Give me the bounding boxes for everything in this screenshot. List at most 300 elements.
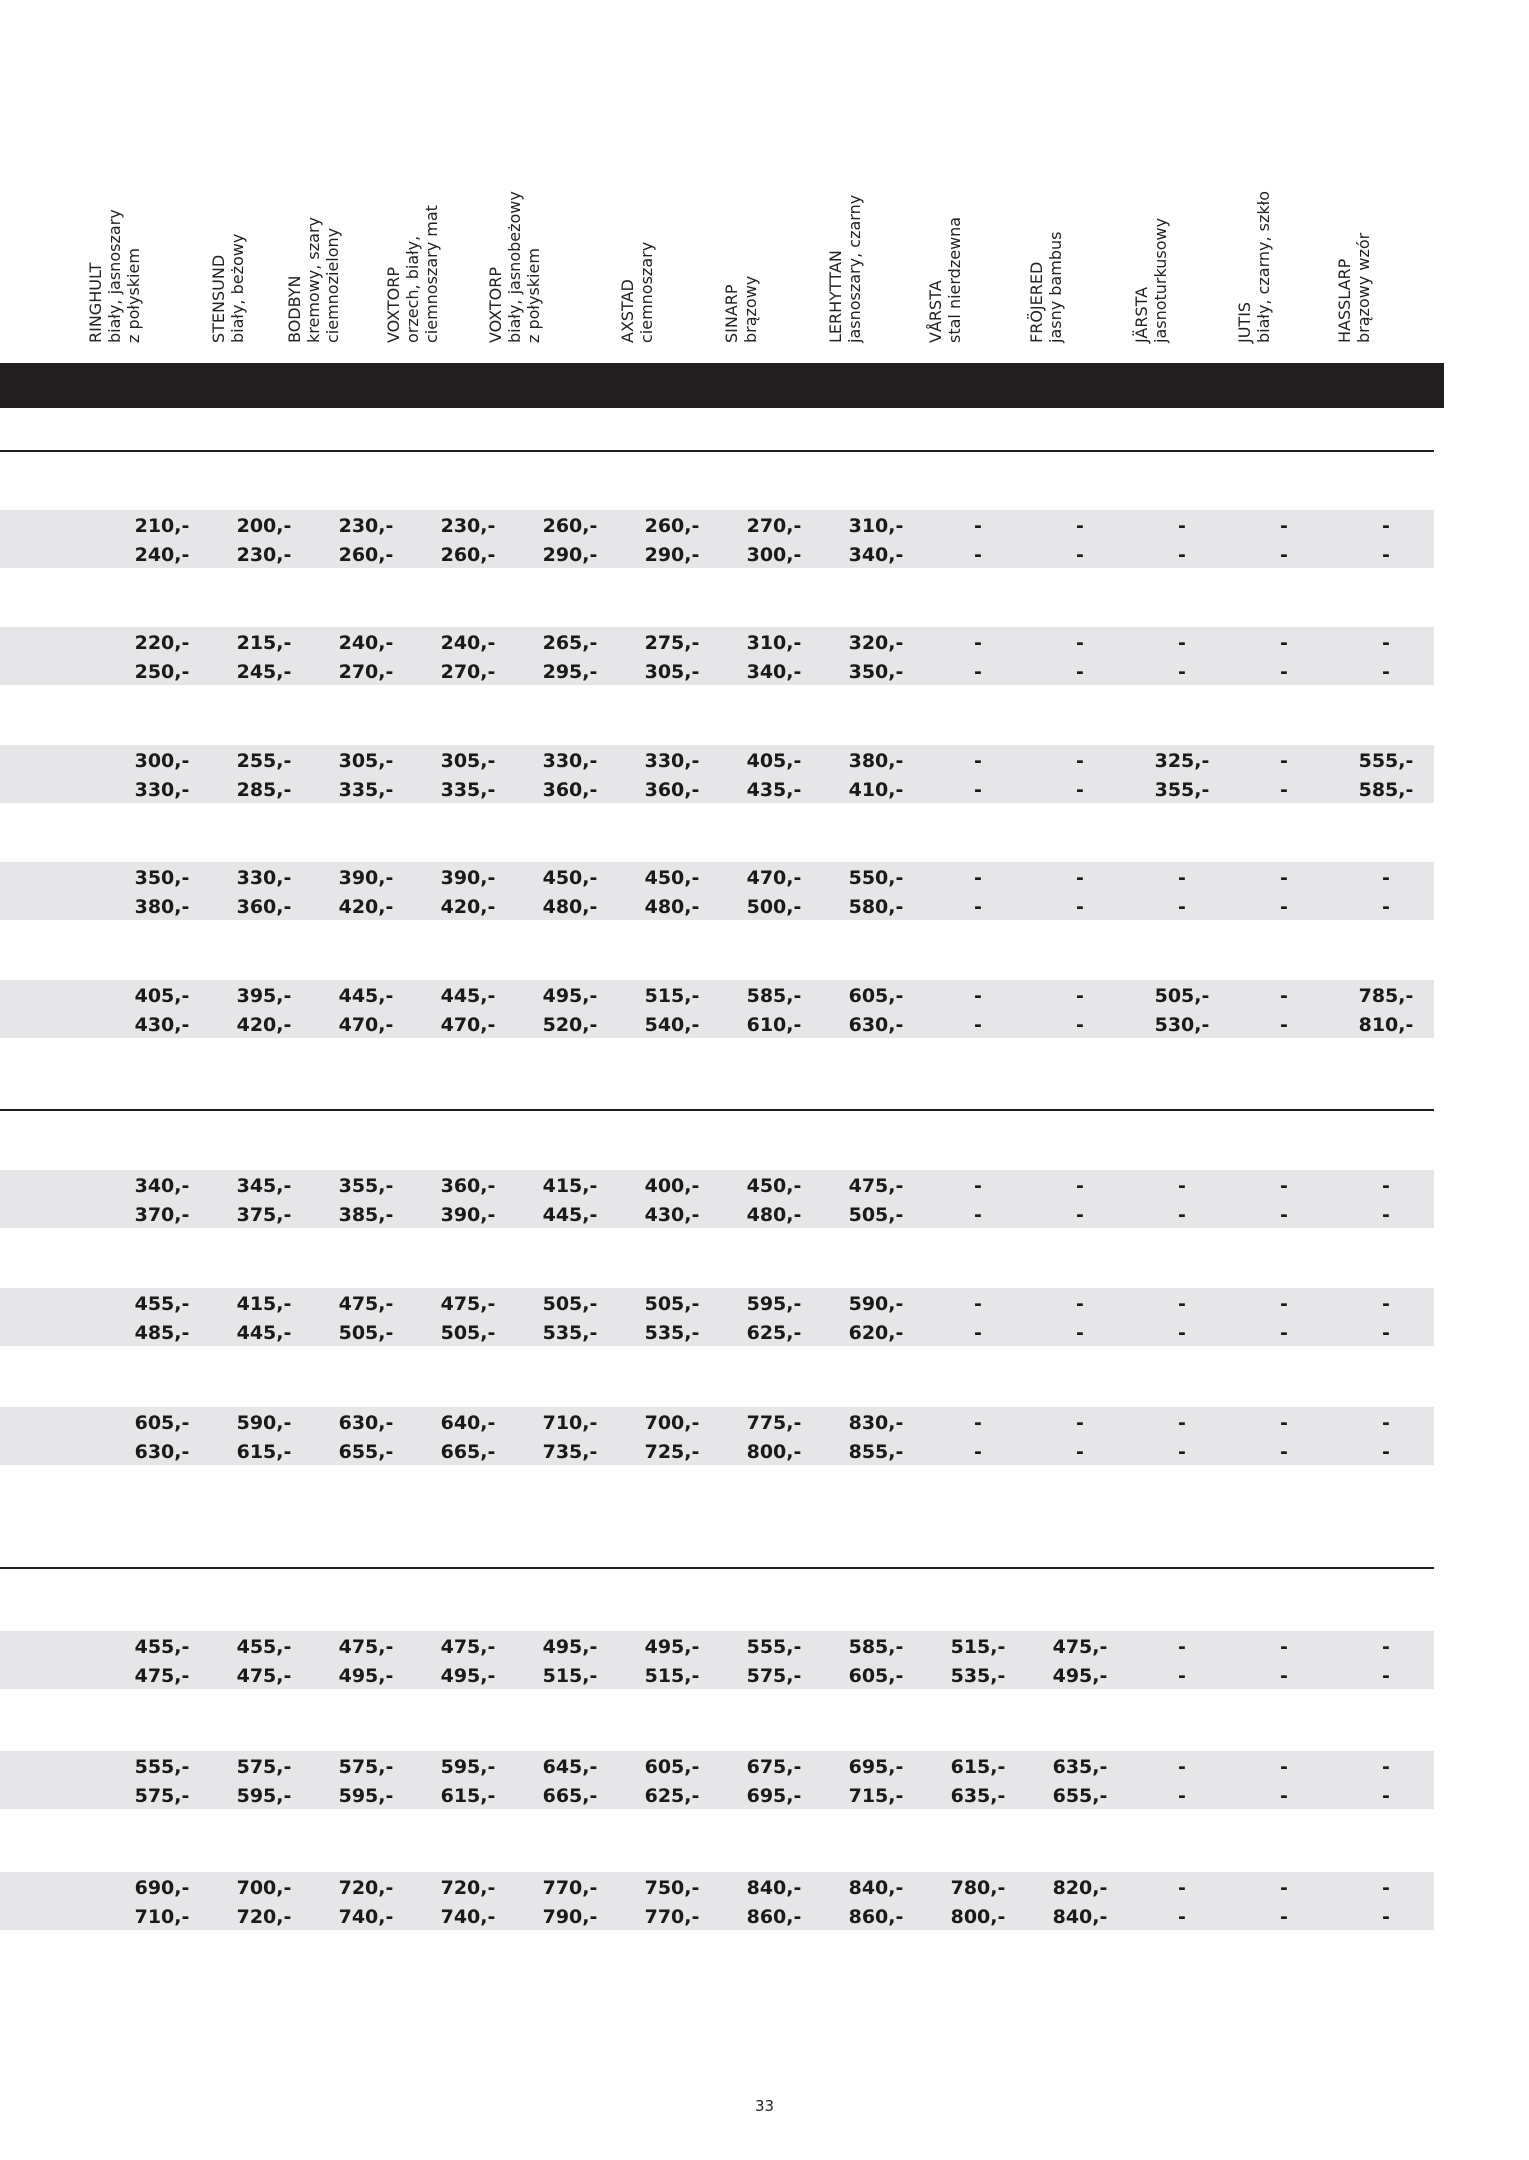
price-cell: 295,-: [542, 661, 598, 683]
price-cell: -: [974, 632, 982, 654]
price-cell: 800,-: [746, 1441, 802, 1463]
price-cell: 640,-: [440, 1412, 496, 1434]
price-cell: 700,-: [644, 1412, 700, 1434]
price-cell: 500,-: [746, 896, 802, 918]
price-cell: 275,-: [644, 632, 700, 654]
price-cell: 495,-: [542, 985, 598, 1007]
price-cell: 515,-: [644, 1665, 700, 1687]
price-cell: -: [1280, 1441, 1288, 1463]
price-cell: -: [1178, 867, 1186, 889]
price-cell: -: [1076, 1293, 1084, 1315]
price-cell: -: [1280, 544, 1288, 566]
price-cell: 585,-: [1358, 779, 1414, 801]
price-cell: -: [1178, 896, 1186, 918]
section-divider: [0, 1567, 1434, 1569]
price-cell: 605,-: [134, 1412, 190, 1434]
price-cell: -: [1076, 985, 1084, 1007]
price-cell: -: [974, 779, 982, 801]
price-cell: -: [1382, 1412, 1390, 1434]
section-divider: [0, 1109, 1434, 1111]
price-cell: 310,-: [848, 515, 904, 537]
price-cell: 495,-: [1052, 1665, 1108, 1687]
price-cell: -: [1382, 1441, 1390, 1463]
price-cell: -: [1076, 779, 1084, 801]
price-cell: -: [1076, 544, 1084, 566]
price-cell: 470,-: [746, 867, 802, 889]
price-cell: -: [1280, 1322, 1288, 1344]
column-header-name: SINARP: [722, 284, 741, 343]
price-cell: -: [1280, 661, 1288, 683]
price-cell: 495,-: [542, 1636, 598, 1658]
price-cell: 655,-: [1052, 1785, 1108, 1807]
price-cell: -: [974, 1014, 982, 1036]
price-cell: 770,-: [542, 1877, 598, 1899]
price-cell: -: [974, 750, 982, 772]
page-number: 33: [754, 2097, 775, 2115]
price-cell: 495,-: [644, 1636, 700, 1658]
price-cell: -: [1280, 515, 1288, 537]
price-cell: 830,-: [848, 1412, 904, 1434]
column-header-description: biały, jasnoszary: [105, 209, 124, 343]
price-cell: 400,-: [644, 1175, 700, 1197]
price-cell: -: [1076, 750, 1084, 772]
column-header-name: HASSLARP: [1335, 258, 1354, 343]
price-cell: 345,-: [236, 1175, 292, 1197]
column-header-description: jasnoszary, czarny: [845, 194, 864, 343]
price-cell: 445,-: [338, 985, 394, 1007]
price-cell: 480,-: [746, 1204, 802, 1226]
price-cell: 505,-: [1154, 985, 1210, 1007]
price-cell: -: [1076, 1204, 1084, 1226]
price-cell: -: [1280, 1636, 1288, 1658]
price-cell: 580,-: [848, 896, 904, 918]
price-cell: 355,-: [338, 1175, 394, 1197]
price-cell: 330,-: [644, 750, 700, 772]
price-cell: -: [974, 1322, 982, 1344]
price-cell: -: [1382, 1785, 1390, 1807]
price-cell: 290,-: [542, 544, 598, 566]
price-cell: -: [1280, 867, 1288, 889]
price-cell: 695,-: [848, 1756, 904, 1778]
column-header-description: brązowy: [741, 275, 760, 343]
price-cell: 590,-: [236, 1412, 292, 1434]
price-cell: 575,-: [746, 1665, 802, 1687]
column-header-name: JÄRSTA: [1132, 286, 1151, 343]
price-cell: -: [1382, 1906, 1390, 1928]
price-cell: 595,-: [338, 1785, 394, 1807]
price-cell: 475,-: [440, 1636, 496, 1658]
price-cell: 550,-: [848, 867, 904, 889]
price-cell: 820,-: [1052, 1877, 1108, 1899]
price-cell: 220,-: [134, 632, 190, 654]
price-cell: 735,-: [542, 1441, 598, 1463]
price-cell: -: [1280, 750, 1288, 772]
price-cell: 630,-: [338, 1412, 394, 1434]
price-cell: 810,-: [1358, 1014, 1414, 1036]
price-cell: 840,-: [1052, 1906, 1108, 1928]
header-bar: [0, 363, 1444, 408]
price-cell: -: [1178, 1906, 1186, 1928]
price-cell: 790,-: [542, 1906, 598, 1928]
price-cell: -: [1076, 632, 1084, 654]
price-cell: -: [974, 1293, 982, 1315]
price-cell: 430,-: [134, 1014, 190, 1036]
price-cell: 700,-: [236, 1877, 292, 1899]
price-cell: 520,-: [542, 1014, 598, 1036]
price-cell: 455,-: [236, 1636, 292, 1658]
price-cell: 360,-: [542, 779, 598, 801]
price-cell: 695,-: [746, 1785, 802, 1807]
price-cell: -: [1178, 1204, 1186, 1226]
price-cell: 575,-: [236, 1756, 292, 1778]
price-cell: 665,-: [440, 1441, 496, 1463]
price-cell: 270,-: [440, 661, 496, 683]
price-cell: 415,-: [542, 1175, 598, 1197]
price-cell: -: [1280, 632, 1288, 654]
price-cell: 605,-: [644, 1756, 700, 1778]
column-header-description: z połyskiem: [524, 248, 543, 343]
price-cell: -: [1178, 1636, 1186, 1658]
price-cell: 290,-: [644, 544, 700, 566]
price-cell: 595,-: [236, 1785, 292, 1807]
price-cell: 505,-: [848, 1204, 904, 1226]
price-cell: -: [1076, 896, 1084, 918]
price-cell: -: [1178, 1175, 1186, 1197]
price-cell: 455,-: [134, 1293, 190, 1315]
price-cell: 505,-: [542, 1293, 598, 1315]
price-cell: 360,-: [440, 1175, 496, 1197]
price-cell: 380,-: [848, 750, 904, 772]
price-cell: -: [1382, 1293, 1390, 1315]
price-cell: 475,-: [338, 1293, 394, 1315]
price-cell: -: [974, 1204, 982, 1226]
price-cell: 860,-: [848, 1906, 904, 1928]
price-cell: 445,-: [236, 1322, 292, 1344]
price-cell: -: [1280, 1665, 1288, 1687]
price-cell: 300,-: [134, 750, 190, 772]
price-cell: -: [1178, 1756, 1186, 1778]
price-cell: 450,-: [746, 1175, 802, 1197]
column-header-name: STENSUND: [209, 254, 228, 343]
price-cell: 260,-: [338, 544, 394, 566]
price-cell: -: [1280, 1906, 1288, 1928]
price-cell: 390,-: [338, 867, 394, 889]
price-cell: -: [1280, 1204, 1288, 1226]
price-cell: -: [1280, 1785, 1288, 1807]
price-cell: 535,-: [644, 1322, 700, 1344]
price-cell: -: [974, 985, 982, 1007]
column-header-name: VOXTORP: [486, 266, 505, 343]
price-cell: 360,-: [236, 896, 292, 918]
price-cell: -: [974, 1441, 982, 1463]
price-cell: -: [1382, 661, 1390, 683]
price-cell: 265,-: [542, 632, 598, 654]
price-cell: -: [1178, 1412, 1186, 1434]
price-cell: 480,-: [542, 896, 598, 918]
price-cell: 575,-: [338, 1756, 394, 1778]
price-cell: -: [1280, 779, 1288, 801]
price-cell: 470,-: [338, 1014, 394, 1036]
price-cell: 330,-: [236, 867, 292, 889]
price-cell: 260,-: [542, 515, 598, 537]
column-header-name: RINGHULT: [86, 262, 105, 343]
price-cell: 740,-: [338, 1906, 394, 1928]
price-cell: 535,-: [950, 1665, 1006, 1687]
price-cell: 475,-: [1052, 1636, 1108, 1658]
price-cell: -: [1382, 1877, 1390, 1899]
price-cell: 505,-: [440, 1322, 496, 1344]
price-cell: 750,-: [644, 1877, 700, 1899]
price-cell: 310,-: [746, 632, 802, 654]
column-header-name: VÅRSTA: [926, 280, 945, 343]
price-cell: 385,-: [338, 1204, 394, 1226]
price-cell: 715,-: [848, 1785, 904, 1807]
price-cell: 515,-: [542, 1665, 598, 1687]
price-cell: -: [1178, 661, 1186, 683]
price-cell: 690,-: [134, 1877, 190, 1899]
column-header-description: biały, beżowy: [228, 233, 247, 343]
price-cell: 635,-: [950, 1785, 1006, 1807]
price-cell: -: [1178, 1441, 1186, 1463]
price-cell: -: [1280, 1293, 1288, 1315]
column-header-description: biały, jasnobeżowy: [505, 191, 524, 343]
price-cell: -: [1280, 896, 1288, 918]
section-divider: [0, 450, 1434, 452]
price-cell: 430,-: [644, 1204, 700, 1226]
price-cell: 770,-: [644, 1906, 700, 1928]
price-cell: 300,-: [746, 544, 802, 566]
price-cell: -: [1382, 867, 1390, 889]
price-cell: 350,-: [848, 661, 904, 683]
price-cell: 480,-: [644, 896, 700, 918]
price-cell: 555,-: [746, 1636, 802, 1658]
price-cell: 405,-: [134, 985, 190, 1007]
price-cell: 450,-: [542, 867, 598, 889]
price-cell: 475,-: [134, 1665, 190, 1687]
price-cell: 255,-: [236, 750, 292, 772]
price-cell: 405,-: [746, 750, 802, 772]
price-cell: 725,-: [644, 1441, 700, 1463]
price-cell: 230,-: [440, 515, 496, 537]
price-cell: 215,-: [236, 632, 292, 654]
price-cell: 380,-: [134, 896, 190, 918]
price-cell: 855,-: [848, 1441, 904, 1463]
column-header-description: ciemnoszary: [637, 241, 656, 343]
column-header-name: AXSTAD: [618, 279, 637, 343]
price-cell: 445,-: [542, 1204, 598, 1226]
column-header-description: jasnoturkusowy: [1151, 217, 1170, 343]
price-cell: 540,-: [644, 1014, 700, 1036]
price-cell: 595,-: [746, 1293, 802, 1315]
price-cell: 615,-: [236, 1441, 292, 1463]
price-cell: 420,-: [440, 896, 496, 918]
price-cell: -: [1178, 515, 1186, 537]
price-cell: -: [1382, 1322, 1390, 1344]
price-cell: 335,-: [440, 779, 496, 801]
price-cell: 495,-: [440, 1665, 496, 1687]
column-header-name: FRÖJERED: [1027, 261, 1046, 343]
price-cell: -: [974, 1412, 982, 1434]
price-cell: -: [1280, 1412, 1288, 1434]
price-cell: 420,-: [236, 1014, 292, 1036]
price-cell: 240,-: [134, 544, 190, 566]
price-cell: 350,-: [134, 867, 190, 889]
price-cell: -: [1178, 1322, 1186, 1344]
column-header-description: brązowy wzór: [1354, 232, 1373, 343]
price-cell: 625,-: [746, 1322, 802, 1344]
column-header-description: z połyskiem: [124, 248, 143, 343]
price-cell: 335,-: [338, 779, 394, 801]
price-cell: 475,-: [848, 1175, 904, 1197]
price-cell: 340,-: [134, 1175, 190, 1197]
price-cell: 625,-: [644, 1785, 700, 1807]
price-cell: -: [1076, 1322, 1084, 1344]
price-cell: 390,-: [440, 867, 496, 889]
price-cell: 665,-: [542, 1785, 598, 1807]
price-cell: 555,-: [1358, 750, 1414, 772]
price-cell: 330,-: [134, 779, 190, 801]
price-cell: -: [974, 1175, 982, 1197]
price-cell: 355,-: [1154, 779, 1210, 801]
price-cell: 535,-: [542, 1322, 598, 1344]
price-cell: 620,-: [848, 1322, 904, 1344]
price-cell: -: [1178, 1785, 1186, 1807]
price-cell: 775,-: [746, 1412, 802, 1434]
price-cell: -: [974, 661, 982, 683]
price-cell: 710,-: [542, 1412, 598, 1434]
price-cell: -: [1382, 515, 1390, 537]
price-cell: 615,-: [950, 1756, 1006, 1778]
price-cell: 740,-: [440, 1906, 496, 1928]
price-cell: 390,-: [440, 1204, 496, 1226]
price-cell: -: [1280, 1877, 1288, 1899]
price-cell: 610,-: [746, 1014, 802, 1036]
price-cell: -: [1280, 1014, 1288, 1036]
price-cell: 305,-: [644, 661, 700, 683]
column-header-name: LERHYTTAN: [826, 250, 845, 343]
price-cell: 605,-: [848, 1665, 904, 1687]
column-header-description: ciemnozielony: [323, 227, 342, 343]
price-cell: 780,-: [950, 1877, 1006, 1899]
price-cell: -: [1382, 544, 1390, 566]
column-header-name: VOXTORP: [384, 266, 403, 343]
price-cell: 320,-: [848, 632, 904, 654]
price-cell: 420,-: [338, 896, 394, 918]
price-cell: -: [1076, 1412, 1084, 1434]
price-cell: 635,-: [1052, 1756, 1108, 1778]
price-cell: 575,-: [134, 1785, 190, 1807]
price-cell: 445,-: [440, 985, 496, 1007]
price-cell: 840,-: [848, 1877, 904, 1899]
price-cell: -: [974, 896, 982, 918]
price-cell: 240,-: [338, 632, 394, 654]
price-cell: 245,-: [236, 661, 292, 683]
price-cell: -: [1382, 1175, 1390, 1197]
price-cell: -: [974, 867, 982, 889]
price-cell: -: [1280, 985, 1288, 1007]
price-cell: 270,-: [746, 515, 802, 537]
price-cell: -: [1280, 1175, 1288, 1197]
price-cell: 675,-: [746, 1756, 802, 1778]
price-cell: 250,-: [134, 661, 190, 683]
price-cell: -: [1076, 1175, 1084, 1197]
price-cell: -: [1382, 1756, 1390, 1778]
column-header-description: jasny bambus: [1046, 231, 1065, 343]
price-cell: -: [1178, 1665, 1186, 1687]
price-cell: 630,-: [848, 1014, 904, 1036]
price-cell: 475,-: [236, 1665, 292, 1687]
price-cell: 720,-: [440, 1877, 496, 1899]
column-header-name: BODBYN: [285, 275, 304, 343]
price-cell: 415,-: [236, 1293, 292, 1315]
price-cell: 230,-: [236, 544, 292, 566]
price-cell: 450,-: [644, 867, 700, 889]
price-cell: 840,-: [746, 1877, 802, 1899]
price-cell: 435,-: [746, 779, 802, 801]
price-cell: -: [1382, 896, 1390, 918]
price-cell: -: [1178, 1293, 1186, 1315]
price-cell: 285,-: [236, 779, 292, 801]
price-cell: 395,-: [236, 985, 292, 1007]
price-cell: 515,-: [644, 985, 700, 1007]
price-cell: 605,-: [848, 985, 904, 1007]
price-cell: -: [1382, 632, 1390, 654]
price-cell: 505,-: [644, 1293, 700, 1315]
price-cell: -: [1382, 1636, 1390, 1658]
price-cell: 590,-: [848, 1293, 904, 1315]
column-header-name: JUTIS: [1235, 301, 1254, 343]
price-cell: -: [1382, 1665, 1390, 1687]
price-cell: -: [1178, 1877, 1186, 1899]
price-cell: -: [1178, 632, 1186, 654]
price-cell: 305,-: [338, 750, 394, 772]
price-cell: -: [974, 544, 982, 566]
price-cell: 595,-: [440, 1756, 496, 1778]
price-cell: 410,-: [848, 779, 904, 801]
price-cell: 270,-: [338, 661, 394, 683]
price-cell: 860,-: [746, 1906, 802, 1928]
price-cell: 645,-: [542, 1756, 598, 1778]
price-cell: 340,-: [848, 544, 904, 566]
price-cell: 370,-: [134, 1204, 190, 1226]
column-header-description: kremowy, szary: [304, 216, 323, 343]
price-cell: -: [1076, 661, 1084, 683]
column-header-description: biały, czarny, szkło: [1254, 190, 1273, 343]
price-cell: 200,-: [236, 515, 292, 537]
price-cell: 485,-: [134, 1322, 190, 1344]
price-cell: -: [1076, 867, 1084, 889]
price-cell: 495,-: [338, 1665, 394, 1687]
price-cell: 585,-: [848, 1636, 904, 1658]
column-header-description: stal nierdzewna: [945, 216, 964, 343]
price-cell: -: [1076, 1441, 1084, 1463]
column-header-description: ciemnoszary mat: [422, 205, 441, 343]
price-cell: 360,-: [644, 779, 700, 801]
price-cell: 530,-: [1154, 1014, 1210, 1036]
price-cell: 210,-: [134, 515, 190, 537]
price-cell: -: [1280, 1756, 1288, 1778]
price-cell: 475,-: [440, 1293, 496, 1315]
price-cell: 515,-: [950, 1636, 1006, 1658]
price-cell: 375,-: [236, 1204, 292, 1226]
price-cell: 230,-: [338, 515, 394, 537]
price-cell: 800,-: [950, 1906, 1006, 1928]
price-cell: 710,-: [134, 1906, 190, 1928]
price-cell: 330,-: [542, 750, 598, 772]
price-cell: 505,-: [338, 1322, 394, 1344]
price-cell: 455,-: [134, 1636, 190, 1658]
price-cell: -: [1178, 544, 1186, 566]
